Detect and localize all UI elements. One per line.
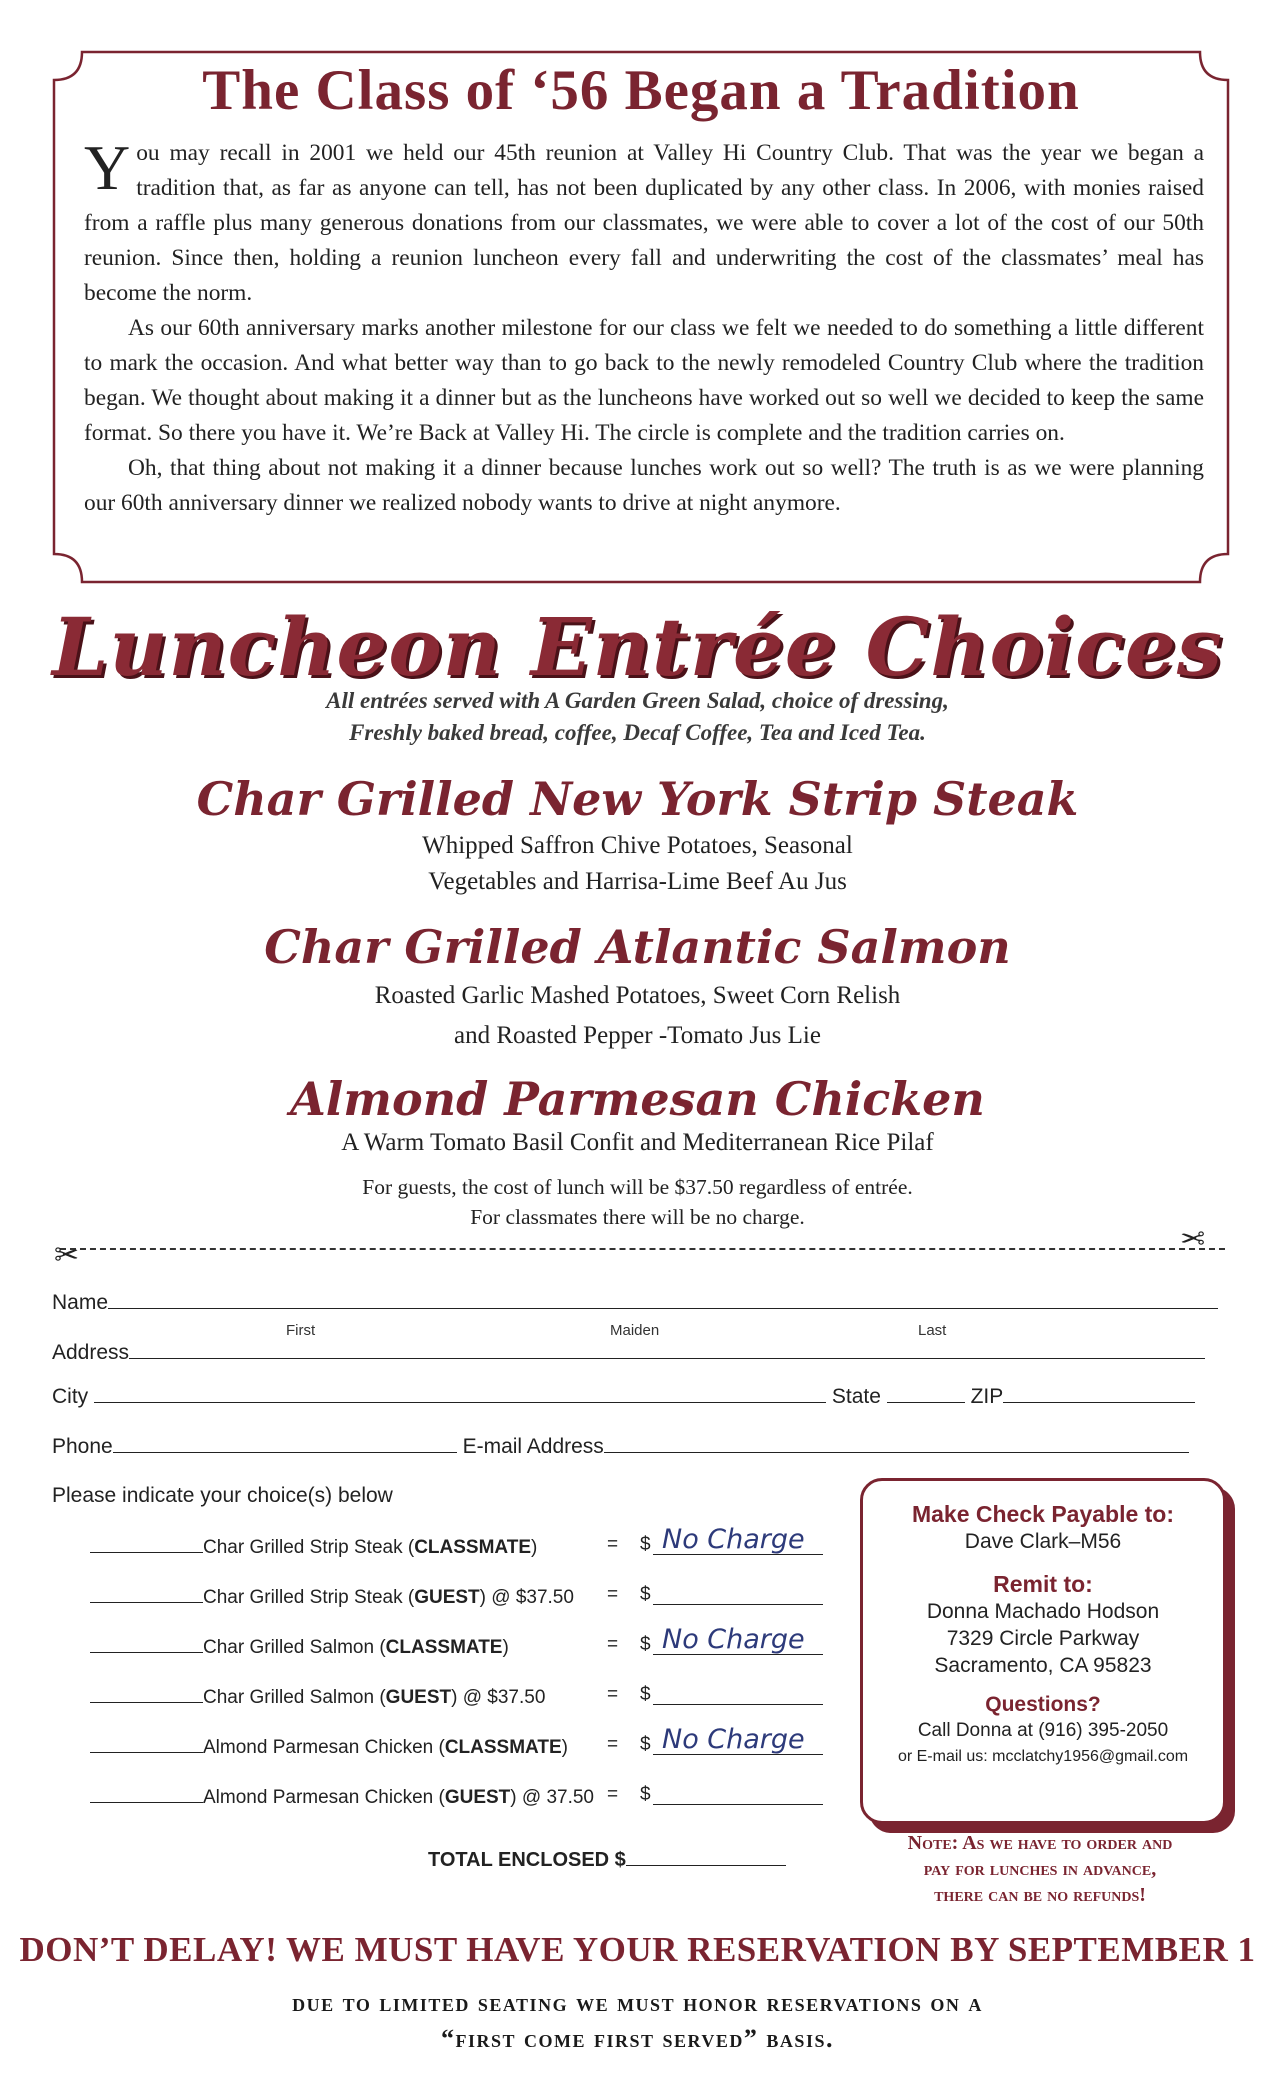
choice-salmon-classmate <box>90 1624 805 1664</box>
tradition-paragraph-1: ou may recall in 2001 we held our 45th reunion at Valley Hi Country Club. That was the year we began a tradition that, as far as anyone can tell, has not been duplicated by any other class. In 2006, with monies raised from a raffle plus many generous donations from our classmates, we were able to cover a lot of the cost of our 50th reunion. Since then, holding a reunion luncheon every fall and underwriting the cost of the classmates’ meal has become the norm. <box>84 140 1204 306</box>
choice-tail: ) <box>531 1537 538 1558</box>
quantity-input[interactable] <box>90 1684 203 1703</box>
guest-cost-note <box>0 1172 1275 1232</box>
guest-cost-line-1: For guests, the cost of lunch will be $37.50 regardless of entrée. <box>362 1175 913 1199</box>
choice-tail: ) <box>561 1737 568 1758</box>
phone-row <box>52 1434 1189 1459</box>
payable-header: Make Check Payable to: <box>911 1501 1175 1527</box>
amount-field[interactable] <box>653 1784 823 1805</box>
email-label: E-mail Address <box>462 1435 604 1458</box>
total-label: TOTAL ENCLOSED $ <box>428 1849 626 1871</box>
choice-tail: ) <box>502 1637 509 1658</box>
entree-salmon-desc-line-2: and Roasted Pepper -Tomato Jus Lie <box>454 1022 821 1049</box>
remit-header: Remit to: <box>993 1571 1093 1597</box>
handwritten-amount: No Charge <box>662 1624 805 1655</box>
equals-sign: = <box>607 1534 619 1555</box>
choice-tail: ) @ $37.50 <box>479 1587 574 1608</box>
tradition-title: The Class of ‘56 Began a Tradition <box>202 59 1080 122</box>
address-input[interactable] <box>129 1340 1205 1359</box>
reservation-deadline: DON’T DELAY! WE MUST HAVE YOUR RESERVATION BY SEPTEMBER 1 <box>19 1930 1256 1969</box>
zip-input[interactable] <box>1003 1384 1195 1403</box>
choice-salmon-guest <box>90 1684 651 1714</box>
choice-tail: ) @ $37.50 <box>451 1687 546 1708</box>
maiden-label: Maiden <box>610 1322 660 1339</box>
tradition-paragraph-3: Oh, that thing about not making it a dinner because lunches work out so well? The truth is as we were planning our 60th anniversary dinner we realized nobody wants to drive at night anymore. <box>84 455 1204 516</box>
address-row <box>52 1340 1205 1365</box>
dollar-sign: $ <box>640 1584 651 1605</box>
address-label: Address <box>52 1341 130 1364</box>
menu-subtitle-line-1: All entrées served with A Garden Green Salad, choice of dressing, <box>326 688 949 713</box>
choice-chicken-classmate <box>90 1724 805 1764</box>
remit-name: Donna Machado Hodson <box>926 1600 1160 1623</box>
choice-tag: CLASSMATE <box>444 1737 562 1758</box>
entree-steak-desc <box>0 828 1275 900</box>
dollar-sign: $ <box>640 1784 651 1805</box>
amount-field[interactable] <box>653 1584 823 1605</box>
dollar-sign: $ <box>640 1634 651 1655</box>
handwritten-amount: No Charge <box>662 1524 805 1555</box>
state-label: State <box>831 1385 881 1408</box>
remit-city: Sacramento, CA 95823 <box>934 1654 1152 1677</box>
drop-cap: Y <box>84 132 131 203</box>
last-label: Last <box>918 1322 947 1339</box>
name-input[interactable] <box>108 1290 1218 1309</box>
choice-tag: GUEST <box>444 1787 511 1808</box>
choices-prompt: Please indicate your choice(s) below <box>52 1484 393 1507</box>
quantity-input[interactable] <box>90 1784 203 1803</box>
tradition-body <box>84 132 1204 521</box>
entree-chicken-name: Almond Parmesan Chicken <box>290 1072 985 1126</box>
dollar-sign: $ <box>640 1734 651 1755</box>
phone-input[interactable] <box>113 1434 457 1453</box>
quantity-input[interactable] <box>90 1584 203 1603</box>
entree-salmon-desc <box>0 976 1275 1056</box>
equals-sign: = <box>607 1734 619 1755</box>
seating-line-1: due to limited seating we must honor reservations on a <box>292 1988 983 2017</box>
choice-tail: ) @ 37.50 <box>510 1787 594 1808</box>
menu-subtitle <box>0 685 1275 749</box>
dollar-sign: $ <box>640 1534 651 1555</box>
scissors-icon: ✂ <box>1180 1222 1206 1257</box>
choice-tag: GUEST <box>385 1687 452 1708</box>
guest-cost-line-2: For classmates there will be no charge. <box>470 1205 805 1229</box>
payment-box <box>860 1478 1226 1824</box>
equals-sign: = <box>607 1784 619 1805</box>
payable-to: Dave Clark–M56 <box>964 1530 1122 1553</box>
quantity-input[interactable] <box>90 1534 203 1553</box>
zip-label: ZIP <box>970 1385 1004 1408</box>
choice-tag: GUEST <box>414 1587 480 1608</box>
name-row <box>52 1290 1218 1315</box>
entree-salmon-name: Char Grilled Atlantic Salmon <box>264 920 1011 974</box>
menu-title: Luncheon Entrée Choices <box>52 600 1223 694</box>
cut-line <box>60 1248 1225 1250</box>
entree-chicken-desc: A Warm Tomato Basil Confit and Mediterranean Rice Pilaf <box>341 1129 934 1156</box>
choice-item: Char Grilled Strip Steak ( <box>203 1587 415 1608</box>
equals-sign: = <box>607 1584 619 1605</box>
email-line: or E-mail us: mcclatchy1956@gmail.com <box>897 1748 1189 1765</box>
choice-tag: CLASSMATE <box>385 1637 503 1658</box>
choice-item: Char Grilled Salmon ( <box>203 1687 386 1708</box>
choice-item: Char Grilled Salmon ( <box>203 1637 386 1658</box>
entree-salmon-desc-line-1: Roasted Garlic Mashed Potatoes, Sweet Corn Relish <box>374 982 901 1009</box>
entree-steak-name: Char Grilled New York Strip Steak <box>196 772 1079 826</box>
state-input[interactable] <box>887 1384 965 1403</box>
city-row <box>52 1384 1195 1409</box>
city-input[interactable] <box>94 1384 826 1403</box>
refund-note <box>860 1830 1220 1908</box>
city-label: City <box>52 1385 89 1408</box>
scissors-icon: ✂ <box>54 1238 80 1273</box>
questions-header: Questions? <box>985 1693 1101 1716</box>
seating-note <box>0 1985 1275 2057</box>
amount-field[interactable] <box>653 1684 823 1705</box>
dollar-sign: $ <box>640 1684 651 1705</box>
choice-item: Char Grilled Strip Steak ( <box>203 1537 415 1558</box>
tradition-paragraph-2: As our 60th anniversary marks another milestone for our class we felt we needed to do something a little different to mark the occasion. And what better way than to go back to the newly remodeled Country Club where the tradition began. We thought about making it a dinner but as the luncheons have worked out so well we decided to keep the same format. So there you have it. We’re Back at Valley Hi. The circle is complete and the tradition carries on. <box>84 315 1204 446</box>
phone-label: Phone <box>52 1435 113 1458</box>
refund-note-line-1: Note: As we have to order and <box>907 1832 1173 1854</box>
equals-sign: = <box>607 1634 619 1655</box>
entree-steak-desc-line-1: Whipped Saffron Chive Potatoes, Seasonal <box>422 832 853 859</box>
handwritten-amount: No Charge <box>662 1724 805 1755</box>
refund-note-line-2: pay for lunches in advance, <box>923 1858 1157 1880</box>
call-line: Call Donna at (916) 395-2050 <box>917 1720 1169 1741</box>
seating-line-2: “first come first served” basis. <box>441 2024 834 2053</box>
choice-steak-guest <box>90 1584 651 1614</box>
menu-subtitle-line-2: Freshly baked bread, coffee, Decaf Coffee, Tea and Iced Tea. <box>349 720 926 745</box>
choice-item: Almond Parmesan Chicken ( <box>203 1787 445 1808</box>
email-input[interactable] <box>604 1434 1189 1453</box>
refund-note-line-3: there can be no refunds! <box>934 1884 1146 1906</box>
total-input[interactable] <box>626 1845 786 1866</box>
quantity-input[interactable] <box>90 1634 203 1653</box>
total-enclosed-row <box>428 1845 786 1872</box>
equals-sign: = <box>607 1684 619 1705</box>
choice-steak-classmate <box>90 1524 805 1564</box>
remit-street: 7329 Circle Parkway <box>946 1627 1140 1650</box>
name-label: Name <box>52 1291 109 1314</box>
quantity-input[interactable] <box>90 1734 203 1753</box>
entree-steak-desc-line-2: Vegetables and Harrisa-Lime Beef Au Jus <box>428 868 847 895</box>
first-label: First <box>286 1322 316 1339</box>
choice-item: Almond Parmesan Chicken ( <box>203 1737 445 1758</box>
choice-chicken-guest <box>90 1784 651 1814</box>
choice-tag: CLASSMATE <box>414 1537 531 1558</box>
